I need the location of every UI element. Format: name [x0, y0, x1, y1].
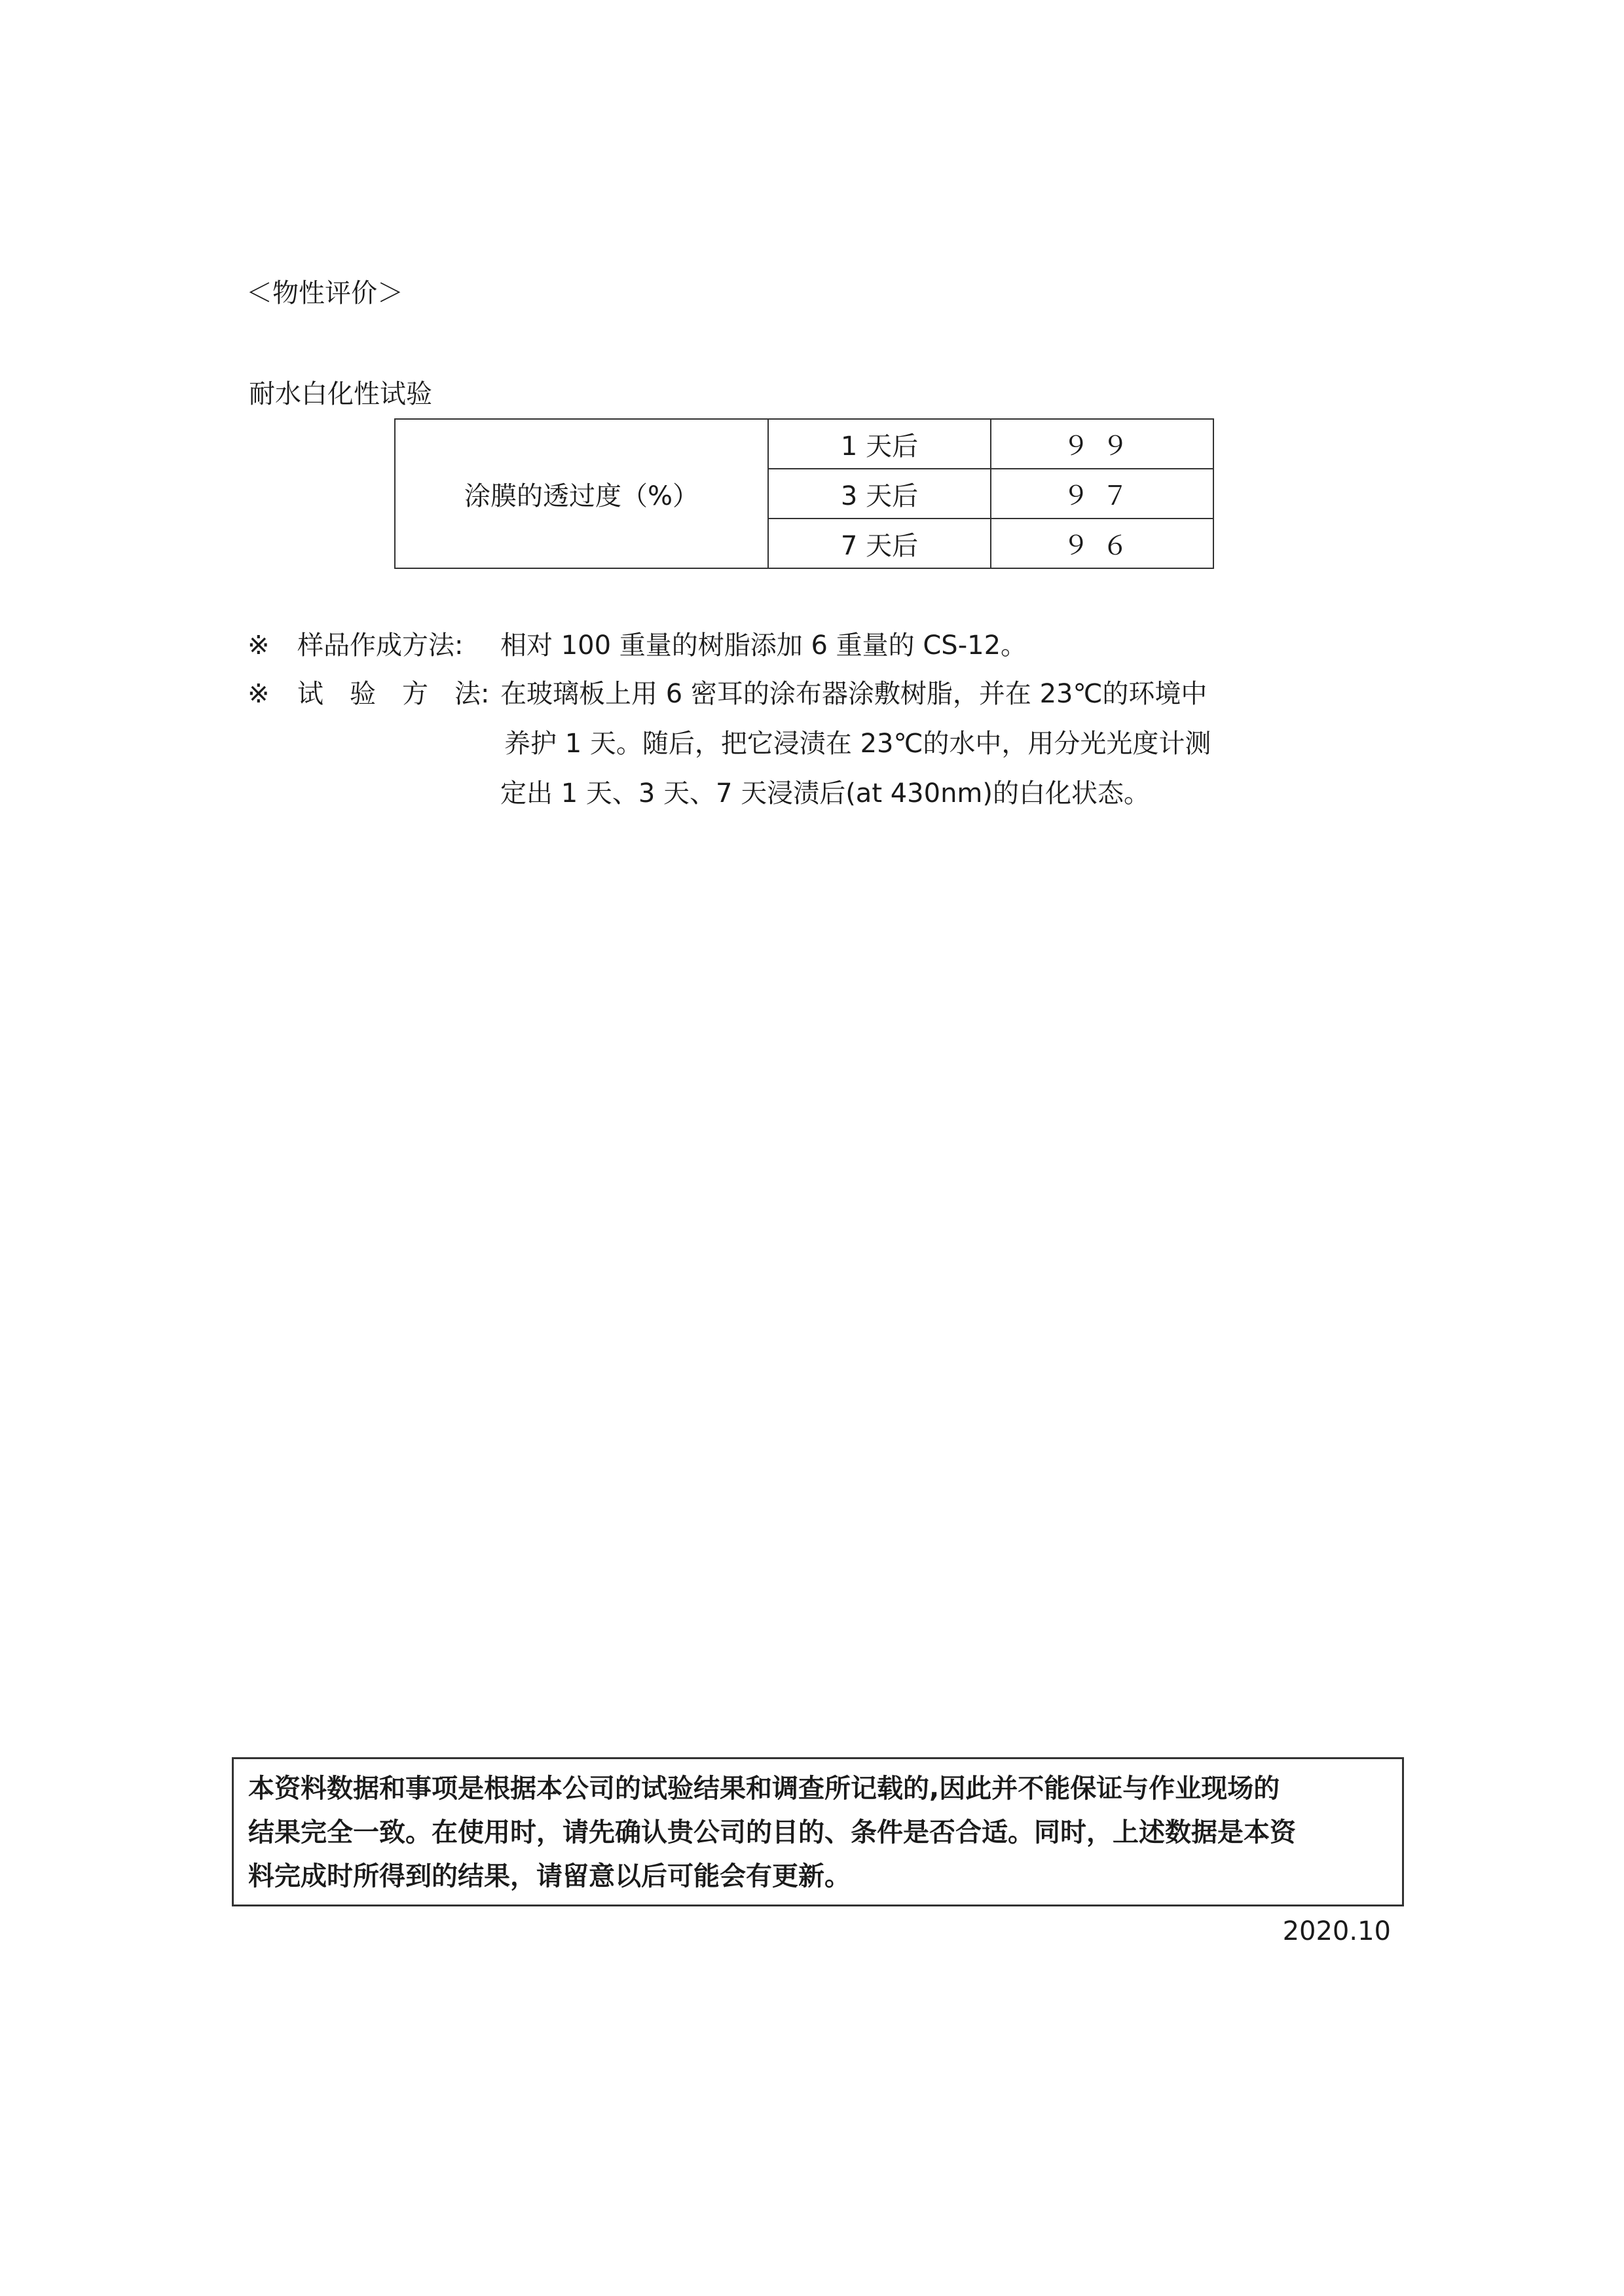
test-method-line: 在玻璃板上用 6 密耳的涂布器涂敷树脂，并在 23℃的环境中: [500, 679, 1208, 709]
value-cell: ９６: [991, 519, 1213, 568]
transmittance-label: 涂膜的透过度（%）: [395, 419, 768, 568]
value-cell: ９９: [991, 419, 1213, 469]
test-method-line: 养护 1 天。随后，把它浸渍在 23℃的水中，用分光光度计测: [504, 729, 1211, 759]
day-cell: 1 天后: [768, 419, 991, 469]
test-method-label: 试 验 方 法:: [297, 679, 490, 709]
section-title: ＜物性评价＞: [246, 278, 403, 308]
sample-method-label: 样品作成方法:: [297, 630, 464, 661]
sample-method-text: 相对 100 重量的树脂添加 6 重量的 CS-12。: [500, 630, 1027, 661]
table-row: [395, 419, 1213, 469]
disclaimer-box: [232, 1757, 1404, 1906]
disclaimer-line: 结果完全一致。在使用时，请先确认贵公司的目的、条件是否合适。同时，上述数据是本资: [248, 1817, 1296, 1848]
note-mark: ※: [248, 630, 270, 661]
document-date: 2020.10: [1282, 1916, 1391, 1946]
value-cell: ９７: [991, 469, 1213, 519]
disclaimer-line: 本资料数据和事项是根据本公司的试验结果和调查所记载的,因此并不能保证与作业现场的: [248, 1774, 1280, 1804]
results-table: [394, 418, 1214, 569]
test-title: 耐水白化性试验: [249, 379, 432, 409]
day-cell: 7 天后: [768, 519, 991, 568]
day-cell: 3 天后: [768, 469, 991, 519]
disclaimer-line: 料完成时所得到的结果，请留意以后可能会有更新。: [248, 1861, 851, 1891]
test-method-line: 定出 1 天、3 天、7 天浸渍后(at 430nm)的白化状态。: [500, 778, 1150, 809]
note-mark: ※: [248, 679, 270, 709]
